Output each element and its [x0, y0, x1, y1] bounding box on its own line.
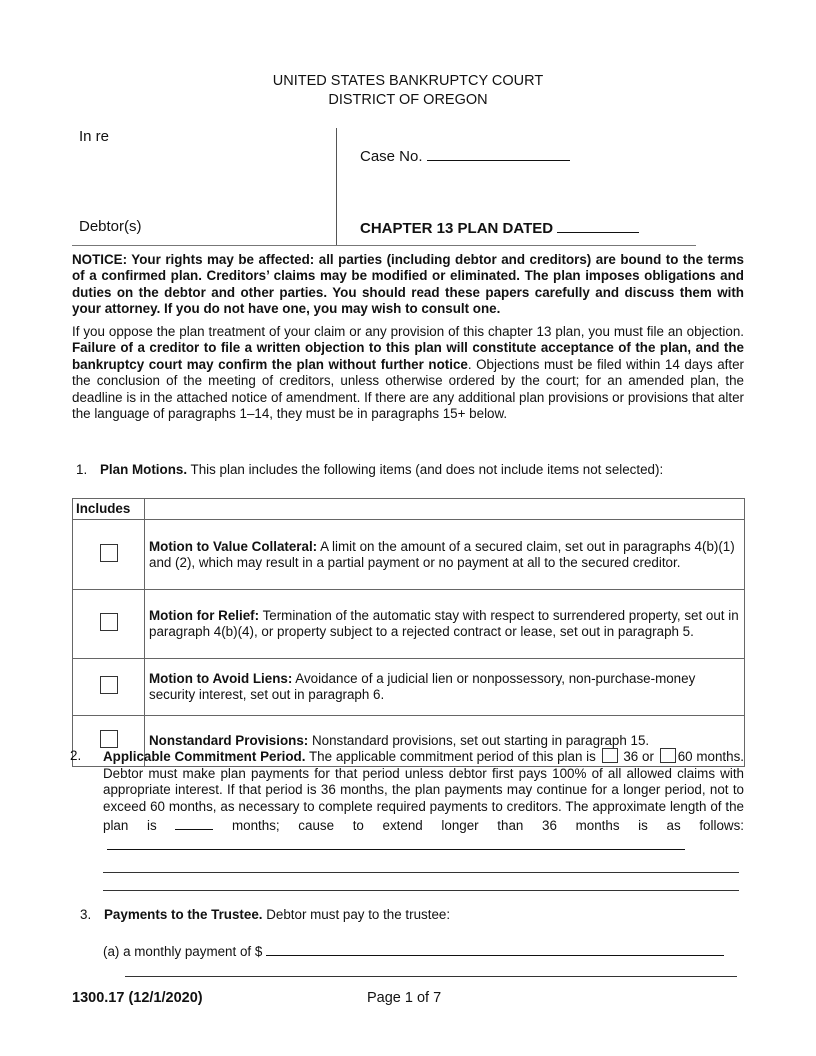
motion-title: Motion to Avoid Liens: — [149, 671, 293, 686]
objection-warning: Failure of a creditor to file a written objection to this plan will constitute acceptance of the plan, and the bankruptcy court may confirm the plan without further notice — [72, 340, 744, 372]
objection-text-2: . Objections must be filed within 14 days after the conclusion of the meeting of creditors, unless otherwise ordered by the court; for an amended plan, the deadline is in the attached notice of amendment. If there are any additional plan provisions or provisions that alter the language of paragraphs 1–14, they must be in paragraphs 15+ below. — [72, 356, 745, 422]
section-3-heading — [80, 907, 450, 922]
monthly-payment-row — [103, 941, 745, 977]
court-district: DISTRICT OF OREGON — [328, 92, 488, 108]
section-1-heading — [76, 462, 663, 478]
motion-text: A limit on the amount of a secured claim, set out in paragraphs 4(b)(1) and (2), which may result in a partial payment or no payment at all to the secured creditor. — [149, 538, 735, 570]
table-row — [73, 659, 745, 716]
caption-divider — [336, 128, 337, 246]
monthly-payment-field[interactable] — [266, 941, 724, 956]
debtor-label: Debtor(s) — [79, 218, 142, 235]
motion-text: Nonstandard provisions, set out starting in paragraph 15. — [308, 733, 650, 748]
section-2-text: months. Debtor must make plan payments for that period unless debtor first pays 100% of all allowed claims with appropriate interest. If that period is 36 months, the plan payments may continue for a longer period, not to exceed 60 months, as necessary to complete required payments to creditors. The approximate length of the plan is — [103, 749, 744, 834]
includes-header: Includes — [73, 499, 145, 520]
section-2 — [70, 748, 744, 891]
motion-value-collateral-description — [145, 520, 745, 590]
section-3-text: Debtor must pay to the trustee: — [262, 907, 451, 922]
case-number-field[interactable] — [427, 146, 570, 161]
monthly-payment-label: (a) a monthly payment of $ — [103, 944, 263, 959]
in-re-label: In re — [79, 128, 110, 145]
motion-text: Termination of the automatic stay with respect to surrendered property, set out in paragraph 4(b)(4), or property subject to a rejected contract or lease, set out in paragraph 5. — [149, 608, 739, 639]
motion-title: Motion to Value Collateral: — [149, 538, 318, 554]
objection-paragraph — [72, 324, 744, 422]
court-name: UNITED STATES BANKRUPTCY COURT — [272, 73, 544, 89]
motion-avoid-liens-description — [145, 659, 745, 716]
plan-dated-label: CHAPTER 13 PLAN DATED — [360, 220, 554, 237]
motion-title: Motion for Relief: — [149, 608, 260, 623]
plan-length-field[interactable] — [175, 815, 213, 830]
monthly-payment-field-line-2[interactable] — [125, 961, 737, 977]
caption-bottom-rule — [72, 245, 696, 246]
table-row — [73, 520, 745, 590]
motion-text: Avoidance of a judicial lien or nonpossessory, non-purchase-money security interest, set out in paragraph 6. — [149, 671, 696, 702]
table-row — [73, 590, 745, 659]
plan-motions-table — [72, 498, 745, 767]
section-3-title: Payments to the Trustee. — [104, 907, 263, 922]
plan-dated-row — [360, 218, 639, 237]
notice-paragraph: NOTICE: Your rights may be affected: all parties (including debtor and creditors) are bound to the terms of a confirmed plan. Creditors’ claims may be modified or eliminated. The plan imposes obligations and duties on the debtor and other parties. You should read these papers carefully and discuss them with your attorney. If you do not have one, you may wish to consult one. — [72, 252, 744, 317]
period-60-checkbox[interactable] — [660, 748, 676, 763]
case-number-label: Case No. — [360, 148, 423, 165]
section-2-title: Applicable Commitment Period. — [103, 749, 306, 764]
plan-date-field[interactable] — [557, 218, 639, 233]
period-36-label: 36 or — [619, 749, 658, 764]
cause-field-line-1[interactable] — [107, 835, 685, 850]
motion-title: Nonstandard Provisions: — [149, 733, 309, 748]
section-1-title: Plan Motions. — [100, 462, 188, 477]
objection-text-1: If you oppose the plan treatment of your claim or any provision of this chapter 13 plan, you must file an objection. — [72, 324, 744, 339]
section-2-number: 2. — [70, 748, 82, 763]
motion-relief-checkbox[interactable] — [100, 613, 118, 631]
motion-avoid-liens-checkbox[interactable] — [100, 676, 118, 694]
motion-relief-description — [145, 590, 745, 659]
section-2-text: months; cause to extend longer than 36 months is as follows: — [213, 818, 744, 834]
cause-field-line-3[interactable] — [103, 875, 739, 891]
cause-field-line-2[interactable] — [103, 857, 739, 873]
form-number: 1300.17 (12/1/2020) — [72, 990, 203, 1006]
section-3-number: 3. — [80, 907, 92, 922]
section-2-body — [103, 748, 744, 891]
section-2-text: The applicable commitment period of this plan is — [305, 749, 600, 764]
description-header — [145, 499, 745, 520]
case-number-row — [360, 146, 570, 165]
page-number: Page 1 of 7 — [367, 990, 442, 1006]
nonstandard-provisions-checkbox[interactable] — [100, 730, 118, 748]
table-header-row — [73, 499, 745, 520]
period-60-label: 60 — [677, 749, 693, 764]
section-1-number: 1. — [76, 462, 88, 477]
section-1-text: This plan includes the following items (and does not include items not selected): — [187, 462, 664, 477]
motion-value-collateral-checkbox[interactable] — [100, 544, 118, 562]
period-36-checkbox[interactable] — [602, 748, 618, 763]
